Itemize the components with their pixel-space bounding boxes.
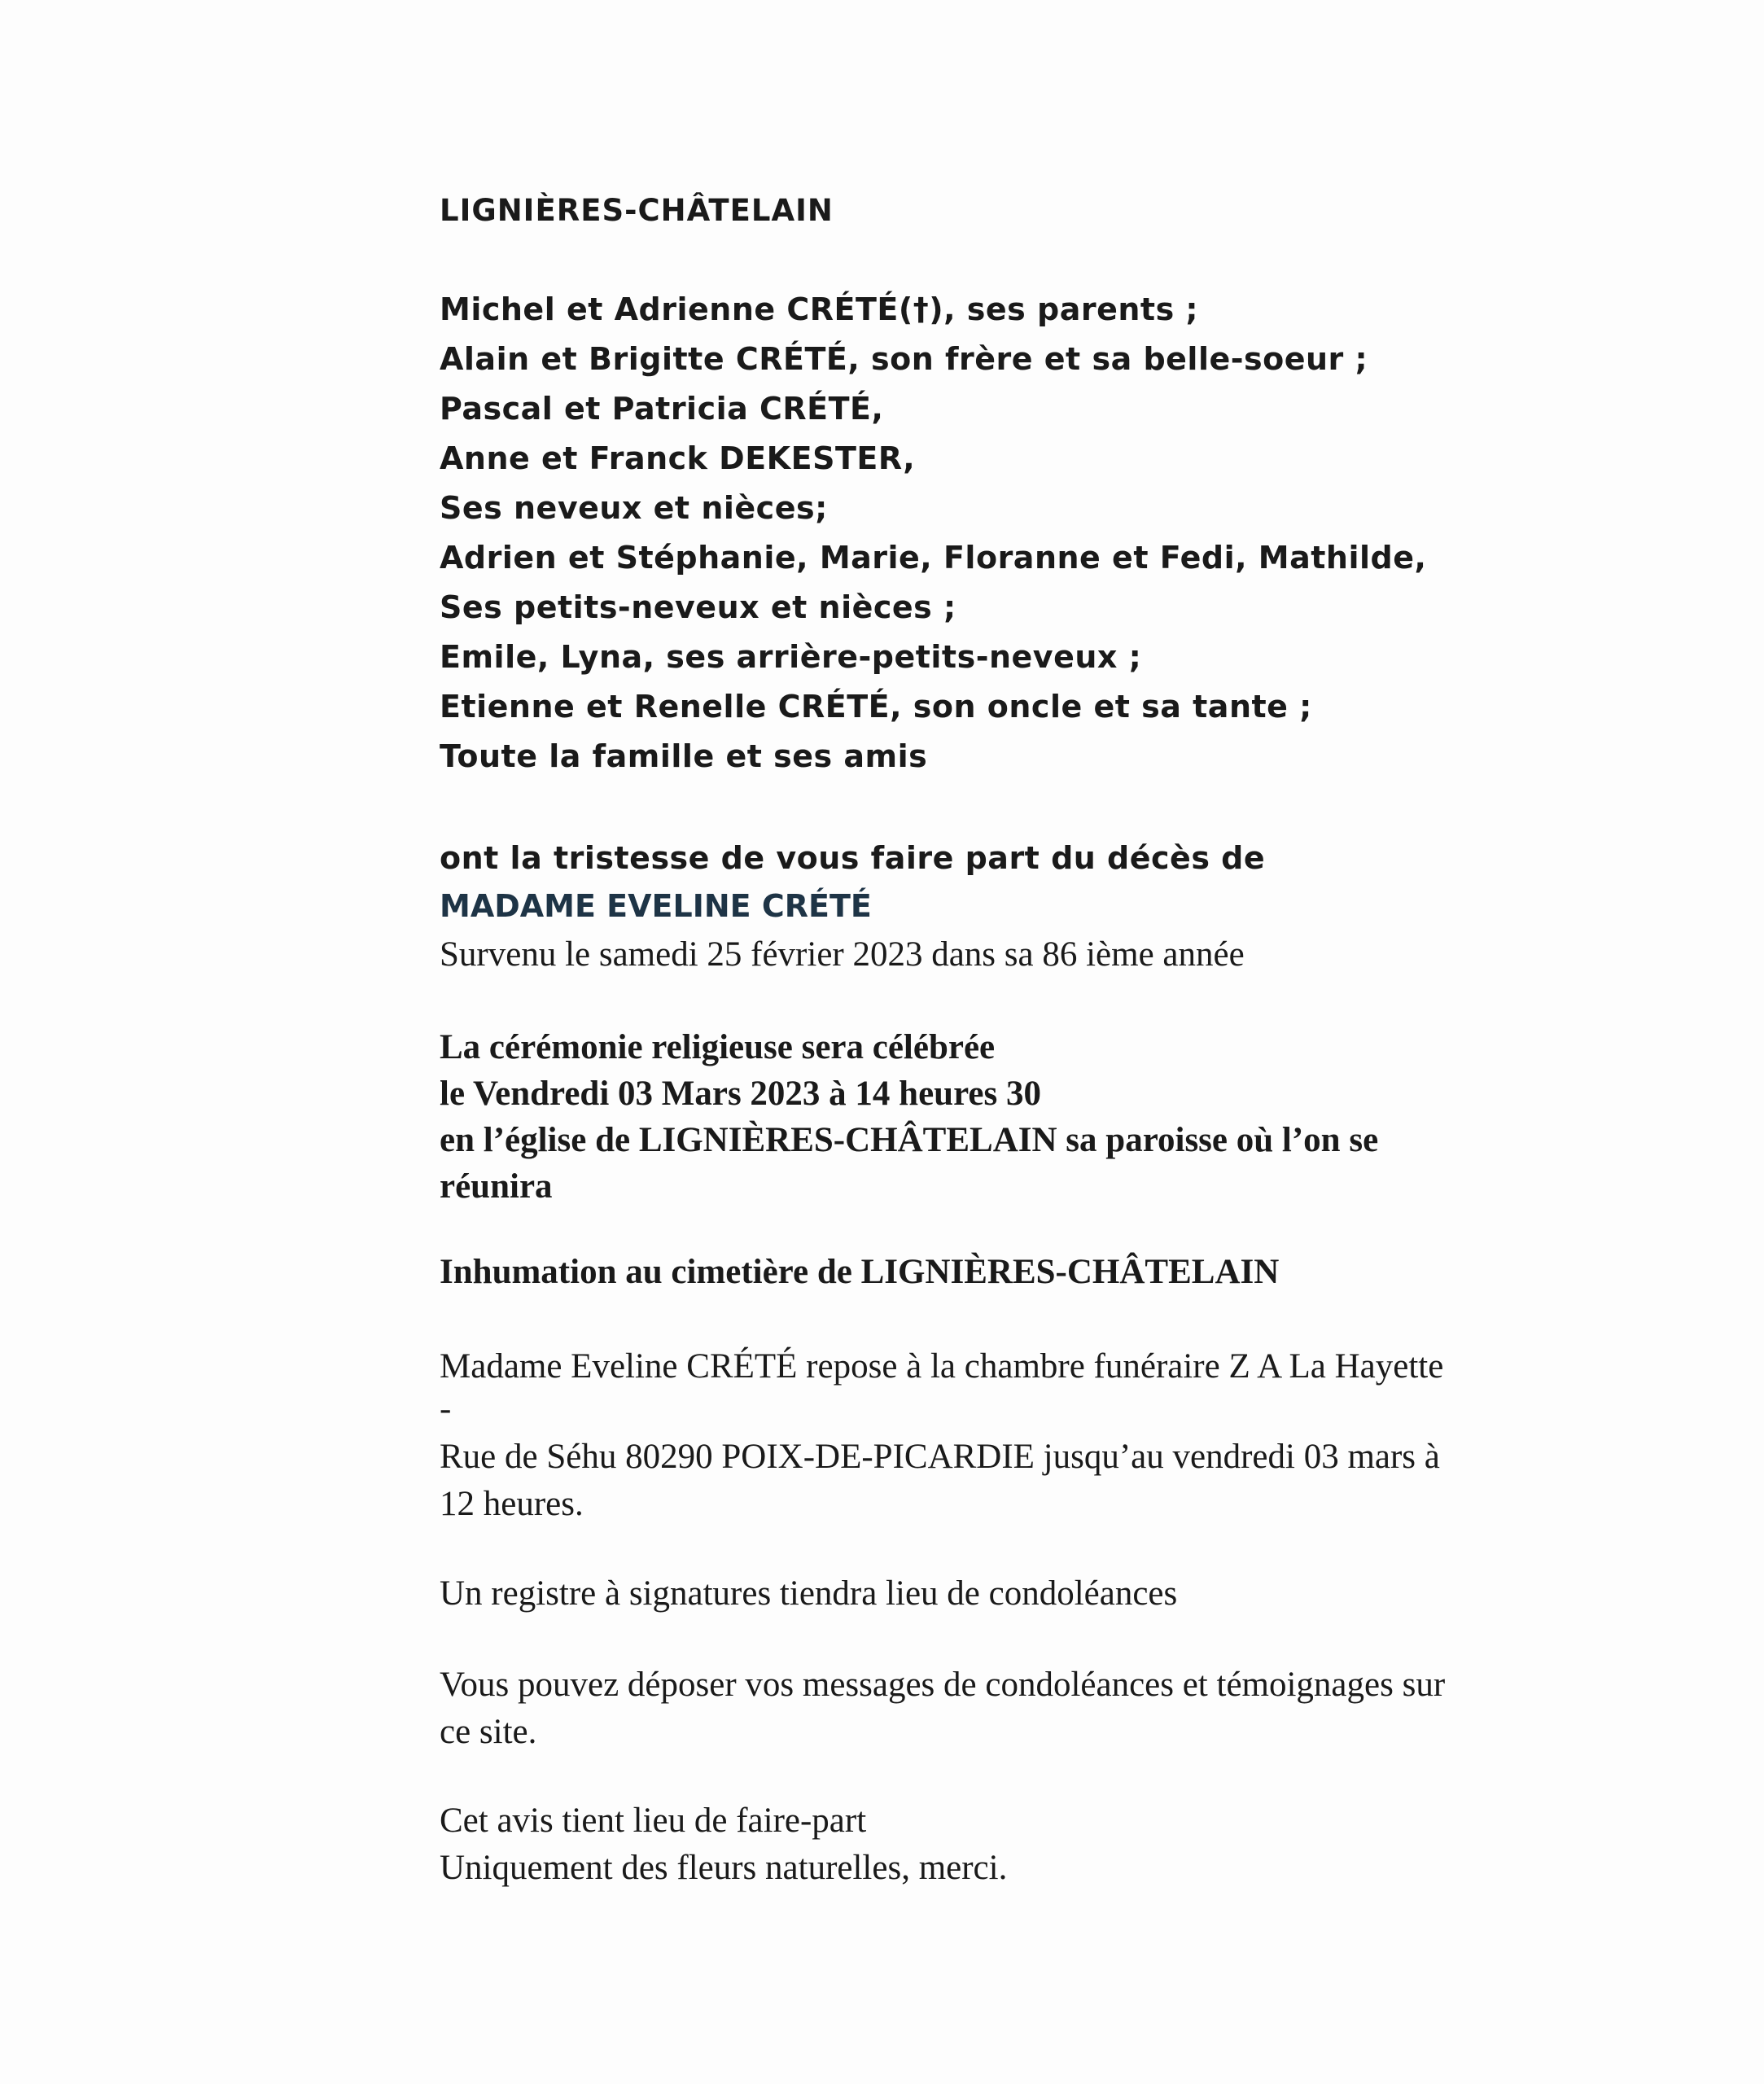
repose-line: - xyxy=(440,1390,452,1428)
messages-line: ce site. xyxy=(440,1713,537,1751)
family-line: Michel et Adrienne CRÉTÉ(†), ses parents ; xyxy=(440,291,1199,327)
family-line: Toute la famille et ses amis xyxy=(440,738,928,774)
ceremony-line: en l’église de LIGNIÈRES-CHÂTELAIN sa paroisse où l’on se xyxy=(440,1121,1379,1159)
repose-line: 12 heures. xyxy=(440,1485,584,1523)
ceremony-line: La cérémonie religieuse sera célébrée xyxy=(440,1028,996,1066)
ceremony-line: réunira xyxy=(440,1167,553,1206)
family-line: Ses neveux et nièces; xyxy=(440,490,828,526)
closing-line: Cet avis tient lieu de faire-part xyxy=(440,1802,867,1840)
family-line: Adrien et Stéphanie, Marie, Floranne et Fedi, Mathilde, xyxy=(440,540,1427,576)
family-line: Ses petits-neveux et nièces ; xyxy=(440,589,956,625)
messages-line: Vous pouvez déposer vos messages de condoléances et témoignages sur xyxy=(440,1666,1446,1704)
deceased-name: MADAME EVELINE CRÉTÉ xyxy=(440,888,872,924)
closing-line: Uniquement des fleurs naturelles, merci. xyxy=(440,1849,1008,1887)
family-line: Anne et Franck DEKESTER, xyxy=(440,440,916,476)
death-date-line: Survenu le samedi 25 février 2023 dans sa 86 ième année xyxy=(440,935,1245,974)
registry-line: Un registre à signatures tiendra lieu de condoléances xyxy=(440,1574,1178,1613)
family-line: Pascal et Patricia CRÉTÉ, xyxy=(440,391,884,427)
family-line: Etienne et Renelle CRÉTÉ, son oncle et sa tante ; xyxy=(440,689,1312,725)
ceremony-line: le Vendredi 03 Mars 2023 à 14 heures 30 xyxy=(440,1075,1041,1113)
repose-line: Rue de Séhu 80290 POIX-DE-PICARDIE jusqu’au vendredi 03 mars à xyxy=(440,1438,1440,1476)
burial-line: Inhumation au cimetière de LIGNIÈRES-CHÂTELAIN xyxy=(440,1253,1280,1291)
announcement-intro: ont la tristesse de vous faire part du décès de xyxy=(440,840,1266,876)
family-line: Alain et Brigitte CRÉTÉ, son frère et sa belle-soeur ; xyxy=(440,341,1368,377)
place-heading: LIGNIÈRES-CHÂTELAIN xyxy=(440,193,834,228)
repose-line: Madame Eveline CRÉTÉ repose à la chambre funéraire Z A La Hayette xyxy=(440,1347,1444,1386)
family-line: Emile, Lyna, ses arrière-petits-neveux ; xyxy=(440,639,1142,675)
